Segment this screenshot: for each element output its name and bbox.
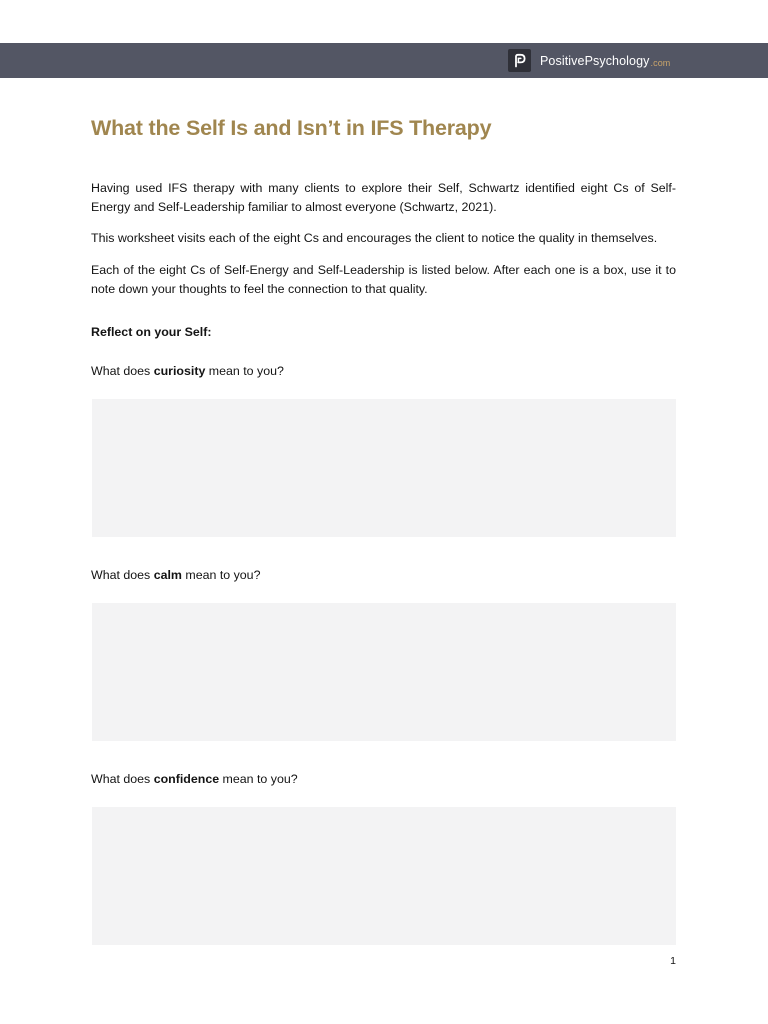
question-curiosity [91,364,284,378]
question-keyword: curiosity [153,364,206,378]
header-bar [0,43,768,78]
question-prefix: What does [91,568,154,582]
brand-tld: .com [650,57,671,68]
intro-paragraph: Having used IFS therapy with many clients to explore their Self, Schwartz identified eight Cs of Self-Energy and Self-Leadership familiar to almost everyone (Schwartz, 2021). [91,181,676,214]
question-suffix: mean to you? [181,568,261,582]
answer-box-curiosity[interactable] [92,399,676,537]
question-keyword: confidence [153,772,220,786]
page-title: What the Self Is and Isn’t in IFS Therapy [91,116,492,140]
brand-name: PositivePsychology.com [540,53,671,68]
answer-box-calm[interactable] [92,603,676,741]
reflect-heading: Reflect on your Self: [91,325,212,339]
question-suffix: mean to you? [205,364,284,378]
brand-link[interactable] [508,49,670,72]
page-number: 1 [670,955,676,967]
question-prefix: What does [91,364,154,378]
question-keyword: calm [153,568,182,582]
instructions-paragraph: Each of the eight Cs of Self-Energy and Self-Leadership is listed below. After each one is a box, use it to note down your thoughts to feel the connection to that quality. [91,263,676,296]
question-suffix: mean to you? [219,772,298,786]
purpose-paragraph: This worksheet visits each of the eight Cs and encourages the client to notice the quality in themselves. [91,231,658,245]
question-confidence [91,772,298,786]
p-logo-icon [508,49,531,72]
question-prefix: What does [91,772,154,786]
question-calm [91,568,260,582]
answer-box-confidence[interactable] [92,807,676,945]
